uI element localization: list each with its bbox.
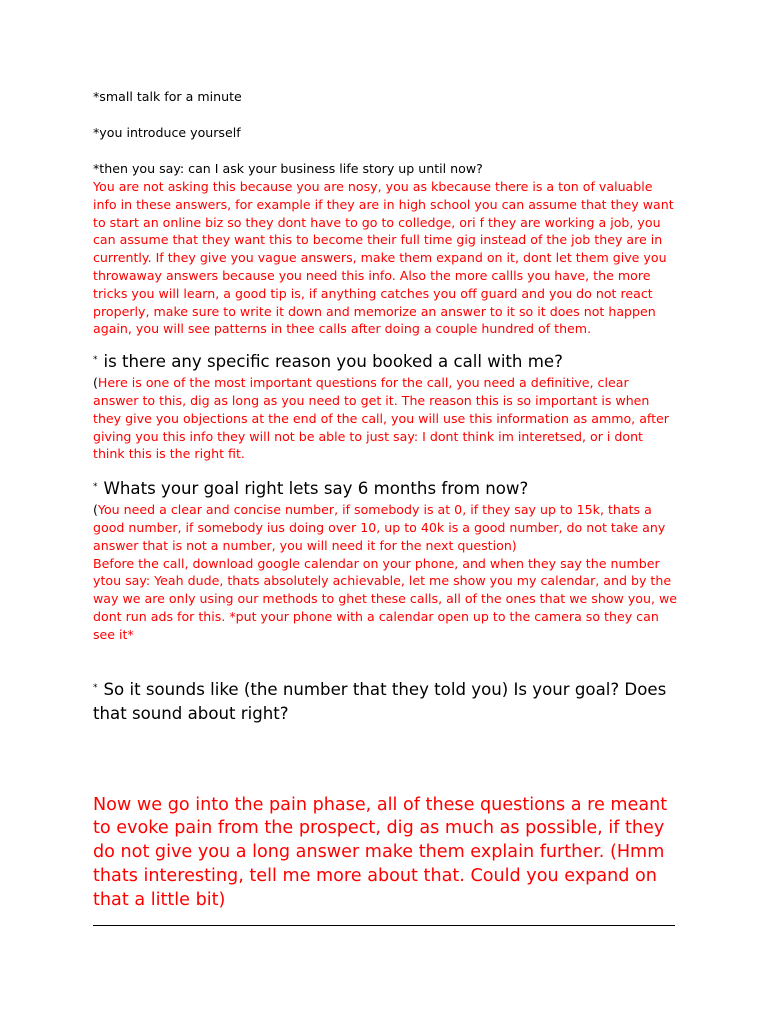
bullet-mark: *: [93, 682, 98, 693]
document-page: [93, 88, 678, 913]
business-story-notes: You are not asking this because you are nosy, you as kbecause there is a ton of valuable info in these answers, for example if they are in high school you can assume that they want to start an online biz so they dont have to go to colledge, ori f they are working a job, you can assume that they want this to become their full time gig instead of the job they are in currently. If they give you vague answers, make them expand on it, dont let them give you throwaway answers because you need this info. Also the more callls you have, the more tricks you will learn, a good tip is, if anything catches you off guard and you do not react properly, make sure to write it down and memorize an answer to it so it does not happen again, you will see patterns in thee calls after doing a couple hundred of them.: [93, 179, 674, 337]
question-confirm-goal-text: So it sounds like (the number that they told you) Is your goal? Does that sound about right?: [93, 679, 667, 723]
question-reason: [93, 348, 678, 374]
bullet-mark: *: [93, 355, 98, 366]
reason-notes-open-paren: (: [93, 375, 98, 391]
question-reason-text: is there any specific reason you booked a call with me?: [103, 352, 563, 372]
small-talk-line: *small talk for a minute: [93, 89, 242, 104]
question-confirm-goal: [93, 676, 678, 726]
business-story-line: *then you say: can I ask your business life story up until now?: [93, 161, 483, 176]
goal-notes-open-paren: (: [93, 502, 98, 518]
pain-phase-paragraph: Now we go into the pain phase, all of these questions a re meant to evoke pain from the prospect, dig as much as possible, if they do not give you a long answer make them explain further. (Hmm thats interesting, tell me more about that. Could you expand on that a little bit): [93, 794, 668, 910]
goal-notes-text: You need a clear and concise number, if somebody is at 0, if they say up to 15k, thats a good number, if somebody ius doing over 10, up to 40k is a good number, do not take any answer that is not a number, you will need it for the next question): [93, 502, 666, 553]
goal-notes: [93, 501, 678, 554]
question-goal-text: Whats your goal right lets say 6 months from now?: [103, 479, 529, 499]
question-goal: [93, 475, 678, 501]
calendar-notes: Before the call, download google calendar on your phone, and when they say the number ytou say: Yeah dude, thats absolutely achievable, let me show you my calendar, and by the way we are only using our methods to ghet these calls, all of the ones that we show you, we dont run ads for this. *put your phone with a calendar open up to the camera so they can see it*: [93, 555, 678, 642]
bullet-mark: *: [93, 482, 98, 493]
introduce-line: *you introduce yourself: [93, 125, 241, 140]
reason-notes-text: Here is one of the most important questions for the call, you need a definitive, clear answer to this, dig as long as you need to get it. The reason this is so important is when they give you objections at the end of the call, you will use this information as ammo, after giving you this info they will not be able to just say: I dont think im interetsed, or i dont think this is the right fit.: [93, 375, 669, 462]
reason-notes: [93, 374, 678, 463]
horizontal-rule: [93, 925, 675, 926]
